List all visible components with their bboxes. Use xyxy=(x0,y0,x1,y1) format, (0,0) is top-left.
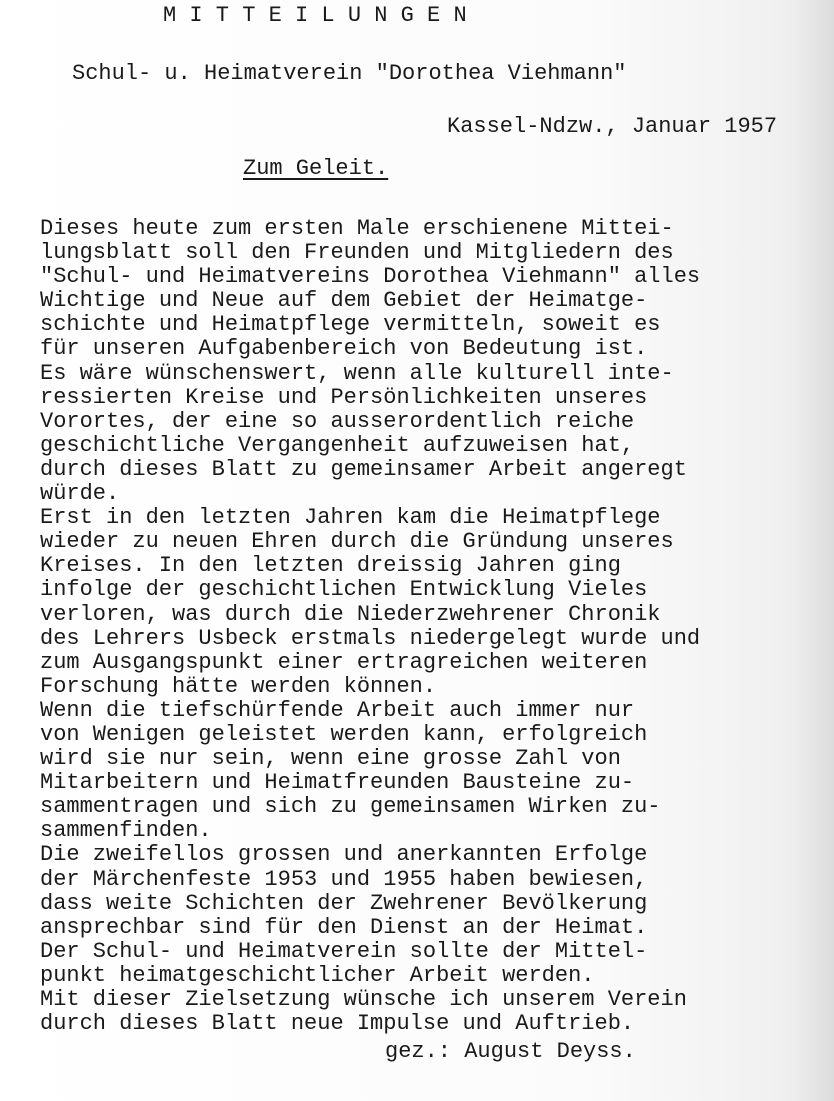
body-line: punkt heimatgeschichtlicher Arbeit werden. xyxy=(40,962,595,988)
body-line: Mitarbeitern und Heimatfreunden Bausteine zu- xyxy=(40,770,635,796)
body-line: würde. xyxy=(40,481,120,507)
body-line: des Lehrers Usbeck erstmals niedergelegt wurde und xyxy=(40,625,701,651)
body-line: wieder zu neuen Ehren durch die Gründung unseres xyxy=(40,529,674,555)
body-line: dass weite Schichten der Zwehrener Bevölkerung xyxy=(40,890,648,916)
body-line: geschichtliche Vergangenheit aufzuweisen hat, xyxy=(40,432,635,458)
body-line: sammenfinden. xyxy=(40,818,212,844)
body-line: "Schul- und Heimatvereins Dorothea Viehmann" alles xyxy=(40,264,701,290)
body-line: Erst in den letzten Jahren kam die Heimatpflege xyxy=(40,505,661,531)
body-line: Forschung hätte werden können. xyxy=(40,673,437,699)
body-line: infolge der geschichtlichen Entwicklung Vieles xyxy=(40,577,648,603)
body-line: Die zweifellos grossen und anerkannten Erfolge xyxy=(40,842,648,868)
body-line: von Wenigen geleistet werden kann, erfolgreich xyxy=(40,721,648,747)
body-line: durch dieses Blatt zu gemeinsamer Arbeit angeregt xyxy=(40,456,687,482)
body-line: für unseren Aufgabenbereich von Bedeutung ist. xyxy=(40,336,648,362)
page-edge-shadow xyxy=(794,0,834,1101)
place-date: Kassel-Ndzw., Januar 1957 xyxy=(447,114,778,139)
body-line: Vorortes, der eine so ausserordentlich reiche xyxy=(40,408,635,434)
body-line: lungsblatt soll den Freunden und Mitgliedern des xyxy=(40,240,674,266)
signature: gez.: August Deyss. xyxy=(385,1039,636,1064)
body-line: Wichtige und Neue auf dem Gebiet der Heimatge- xyxy=(40,288,648,314)
body-line: verloren, was durch die Niederzwehrener Chronik xyxy=(40,601,661,627)
article-heading: Zum Geleit. xyxy=(243,156,389,181)
body-line: durch dieses Blatt neue Impulse und Auftrieb. xyxy=(40,1011,635,1037)
article-body xyxy=(40,217,700,1036)
body-line: Es wäre wünschenswert, wenn alle kulturell inte- xyxy=(40,360,674,386)
body-line: der Märchenfeste 1953 und 1955 haben bewiesen, xyxy=(40,866,648,892)
body-line: wird sie nur sein, wenn eine grosse Zahl von xyxy=(40,746,621,772)
body-line: Der Schul- und Heimatverein sollte der Mittel- xyxy=(40,938,648,964)
body-line: zum Ausgangspunkt einer ertragreichen weiteren xyxy=(40,649,648,675)
body-line: sammentragen und sich zu gemeinsamen Wirken zu- xyxy=(40,794,661,820)
body-line: ansprechbar sind für den Dienst an der Heimat. xyxy=(40,914,648,940)
body-line: Kreises. In den letzten dreissig Jahren ging xyxy=(40,553,621,579)
body-line: ressierten Kreise und Persönlichkeiten unseres xyxy=(40,384,648,410)
body-line: schichte und Heimatpflege vermitteln, soweit es xyxy=(40,312,661,338)
body-line: Dieses heute zum ersten Male erschienene Mittei- xyxy=(40,216,674,241)
newsletter-title: M I T T E I L U N G E N xyxy=(163,3,467,28)
association-name: Schul- u. Heimatverein "Dorothea Viehmann" xyxy=(72,61,627,86)
body-line: Mit dieser Zielsetzung wünsche ich unserem Verein xyxy=(40,987,687,1012)
body-line: Wenn die tiefschürfende Arbeit auch immer nur xyxy=(40,697,635,723)
